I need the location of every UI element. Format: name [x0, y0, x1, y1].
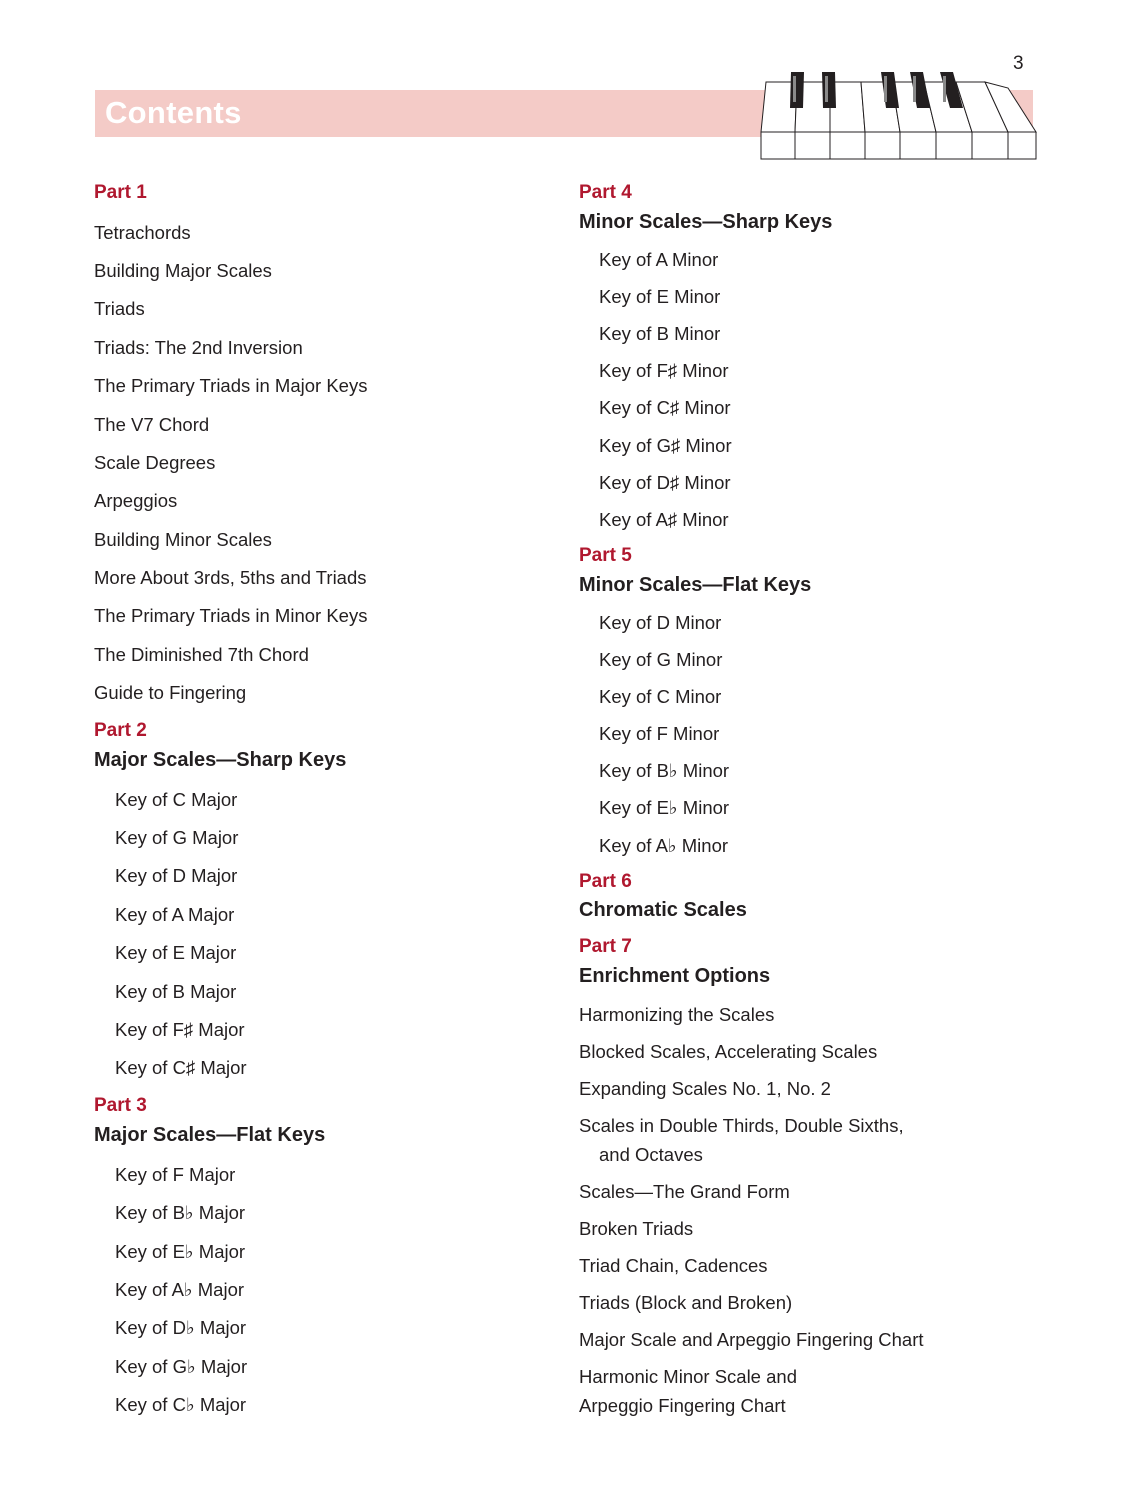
toc-entry: Key of C♭ Major	[115, 1394, 247, 1415]
toc-entry: Key of C Major	[115, 789, 238, 810]
part-3-label: Part 3	[94, 1095, 147, 1116]
toc-entry: Key of A♯ Minor	[599, 509, 729, 530]
part-7-title: Enrichment Options	[579, 965, 771, 987]
toc-entry: Key of B♭ Major	[115, 1202, 246, 1223]
toc-entry: Harmonic Minor Scale and	[579, 1366, 797, 1387]
toc-entry-continuation: Arpeggio Fingering Chart	[579, 1395, 786, 1416]
toc-entry: Key of C Minor	[599, 686, 722, 707]
toc-entry: Arpeggios	[94, 490, 178, 511]
toc-entry: Key of F♯ Minor	[599, 360, 729, 381]
toc-entry: Scales in Double Thirds, Double Sixths,	[579, 1115, 904, 1136]
toc-entry: Key of G♯ Minor	[599, 435, 732, 456]
toc-entry: Key of A Major	[115, 904, 235, 925]
toc-entry: The Diminished 7th Chord	[94, 644, 309, 665]
part-3-title: Major Scales—Flat Keys	[94, 1124, 326, 1146]
toc-entry: Key of C♯ Minor	[599, 397, 731, 418]
toc-entry: Harmonizing the Scales	[579, 1004, 775, 1025]
toc-entry: The V7 Chord	[94, 414, 210, 435]
part-1-label: Part 1	[94, 182, 147, 203]
toc-entry: Guide to Fingering	[94, 682, 247, 703]
toc-entry: Key of D♭ Major	[115, 1317, 247, 1338]
toc-entry: Building Minor Scales	[94, 529, 272, 550]
toc-entry: More About 3rds, 5ths and Triads	[94, 567, 367, 588]
part-5-label: Part 5	[579, 545, 632, 566]
part-6-label: Part 6	[579, 871, 632, 892]
part-2-label: Part 2	[94, 720, 147, 741]
toc-entry: Key of A Minor	[599, 249, 719, 270]
toc-entry: Expanding Scales No. 1, No. 2	[579, 1078, 831, 1099]
toc-entry: Triad Chain, Cadences	[579, 1255, 768, 1276]
toc-entry: Tetrachords	[94, 222, 191, 243]
toc-entry: Scales—The Grand Form	[579, 1181, 790, 1202]
toc-entry: Key of G Minor	[599, 649, 723, 670]
piano-keyboard-icon	[758, 70, 1040, 162]
page-number: 3	[1013, 53, 1024, 74]
part-5-title: Minor Scales—Flat Keys	[579, 574, 812, 596]
page-title: Contents	[105, 95, 242, 130]
toc-entry: Building Major Scales	[94, 260, 272, 281]
toc-entry: Key of E Minor	[599, 286, 721, 307]
part-4-label: Part 4	[579, 182, 632, 203]
toc-entry: Triads: The 2nd Inversion	[94, 337, 303, 358]
toc-entry: Key of E♭ Major	[115, 1241, 246, 1262]
part-2-title: Major Scales—Sharp Keys	[94, 749, 347, 771]
toc-entry: Key of D Minor	[599, 612, 722, 633]
toc-entry: The Primary Triads in Major Keys	[94, 375, 368, 396]
toc-entry: Key of C♯ Major	[115, 1057, 247, 1078]
toc-entry: Key of F Minor	[599, 723, 720, 744]
toc-entry: Major Scale and Arpeggio Fingering Chart	[579, 1329, 924, 1350]
toc-entry: Key of G Major	[115, 827, 239, 848]
toc-entry: Key of B Major	[115, 981, 237, 1002]
toc-entry: Key of A♭ Minor	[599, 835, 729, 856]
toc-entry: Key of D♯ Minor	[599, 472, 731, 493]
toc-entry: Key of D Major	[115, 865, 238, 886]
toc-entry: Broken Triads	[579, 1218, 694, 1239]
toc-entry: Key of E♭ Minor	[599, 797, 730, 818]
part-4-title: Minor Scales—Sharp Keys	[579, 211, 833, 233]
toc-entry: Key of F Major	[115, 1164, 236, 1185]
toc-entry: Key of E Major	[115, 942, 237, 963]
toc-entry: Key of F♯ Major	[115, 1019, 245, 1040]
toc-entry-continuation: and Octaves	[599, 1144, 703, 1165]
toc-entry: Blocked Scales, Accelerating Scales	[579, 1041, 878, 1062]
toc-entry: Key of B♭ Minor	[599, 760, 730, 781]
toc-entry: Key of A♭ Major	[115, 1279, 245, 1300]
toc-entry: Triads	[94, 298, 145, 319]
part-6-title: Chromatic Scales	[579, 899, 747, 921]
toc-entry: Triads (Block and Broken)	[579, 1292, 793, 1313]
toc-entry: Scale Degrees	[94, 452, 216, 473]
part-7-label: Part 7	[579, 936, 632, 957]
toc-entry: Key of B Minor	[599, 323, 721, 344]
toc-entry: The Primary Triads in Minor Keys	[94, 605, 368, 626]
toc-entry: Key of G♭ Major	[115, 1356, 248, 1377]
